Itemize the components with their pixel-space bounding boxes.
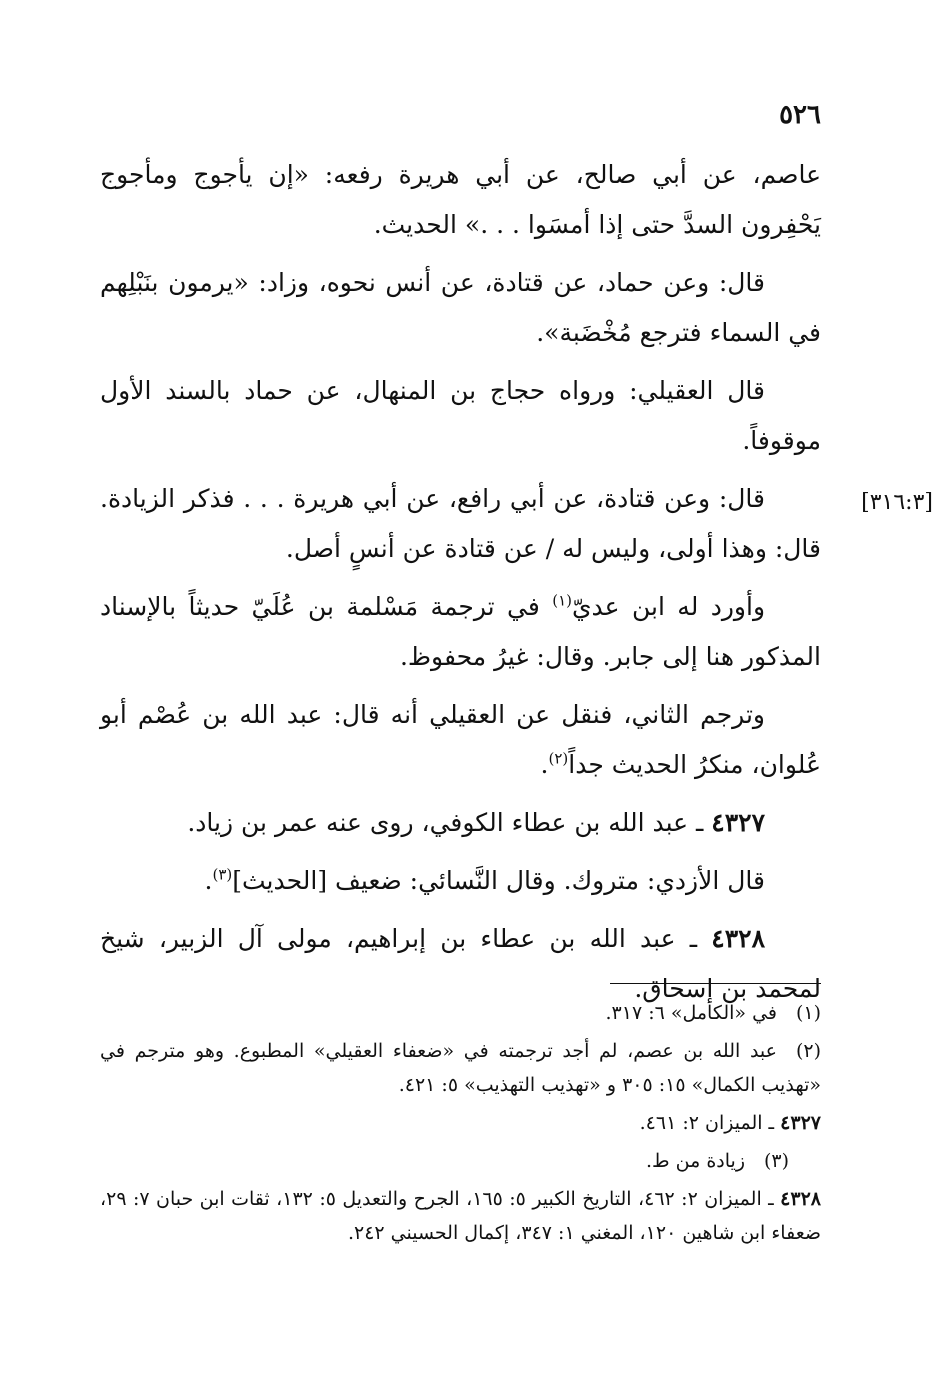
footnote-marker: (٢)	[548, 749, 569, 768]
footnote-marker: (٣)	[212, 865, 233, 884]
paragraph-text: في ترجمة مَسْلمة بن عُلَيّ حديثاً بالإسناد المذكور هنا إلى جابر. وقال: غيرُ محفوظ.	[100, 592, 821, 671]
paragraph	[100, 856, 821, 906]
footnote-number: ٤٣٢٧	[780, 1112, 821, 1134]
entry-number: ٤٣٢٧	[711, 808, 765, 837]
margin-reference: [٣١٦:٣]	[861, 490, 933, 515]
entry-number: ٤٣٢٨	[711, 924, 765, 953]
paragraph-text: .	[204, 866, 213, 895]
paragraph	[100, 690, 821, 790]
footnote-text: في «الكامل» ٦: ٣١٧.	[605, 1002, 777, 1024]
entry-text: ـ عبد الله بن عطاء بن إبراهيم، مولى آل الزبير، شيخ لمحمد بن إسحاق.	[100, 924, 821, 1003]
main-text	[100, 150, 821, 1022]
footnote-number: ٤٣٢٨	[780, 1188, 821, 1210]
paragraph-text: .	[540, 750, 549, 779]
footnote-marker: (١)	[552, 591, 572, 610]
footnote-text: زيادة من ط.	[646, 1150, 745, 1172]
paragraph	[100, 582, 821, 682]
paragraph: قال: وعن قتادة، عن أبي رافع، عن أبي هريرة . . . فذكر الزيادة. قال: وهذا أولى، وليس له / عن قتادة عن أنسٍ أصل.	[100, 484, 821, 563]
paragraph-text: وأورد له ابن عديّ	[571, 592, 766, 621]
footnote-divider	[610, 983, 821, 984]
footnote-number: (٢)	[795, 1040, 821, 1062]
paragraph-text: قال الأزدي: متروك. وقال النَّسائي: ضعيف [الحديث]	[232, 866, 765, 895]
footnote-text: ـ الميزان ٢: ٤٦١.	[639, 1112, 775, 1134]
footnote	[100, 1034, 821, 1102]
footnote	[100, 1106, 821, 1140]
entry-4327	[100, 798, 821, 848]
footnote	[100, 996, 821, 1030]
footnote-text: عبد الله بن عصم، لم أجد ترجمته في «ضعفاء العقيلي» المطبوع. وهو مترجم في «تهذيب الكمال» ١٥: ٣٠٥ و «تهذيب التهذيب» ٥: ٤٢١.	[100, 1040, 821, 1096]
page-number: ٥٢٦	[779, 100, 821, 130]
paragraph: عاصم، عن أبي صالح، عن أبي هريرة رفعه: «إن يأجوج ومأجوج يَحْفِرون السدَّ حتى إذا أمسَوا . . .» الحديث.	[100, 160, 821, 239]
footnote-number: (١)	[795, 1002, 821, 1024]
footnotes	[100, 996, 821, 1254]
entry-text: ـ عبد الله بن عطاء الكوفي، روى عنه عمر بن زياد.	[187, 808, 712, 837]
footnote-text: ـ الميزان ٢: ٤٦٢، التاريخ الكبير ٥: ١٦٥، الجرح والتعديل ٥: ١٣٢، ثقات ابن حبان ٧: ٢٩، ضعفاء ابن شاهين ١٢٠، المغني ١: ٣٤٧، إكمال الحسيني ٢٤٢.	[100, 1188, 821, 1244]
footnote	[100, 1144, 821, 1178]
paragraph-text: وترجم الثاني، فنقل عن العقيلي أنه قال: عبد الله بن عُصْم أبو عُلوان، منكرُ الحديث جداً	[100, 700, 821, 779]
footnote-number: (٣)	[763, 1150, 789, 1172]
paragraph: قال: وعن حماد، عن قتادة، عن أنس نحوه، وزاد: «يرمون بنَبْلِهم في السماء فترجع مُخْضَبة».	[100, 268, 821, 347]
paragraph: قال العقيلي: ورواه حجاج بن المنهال، عن حماد بالسند الأول موقوفاً.	[100, 376, 821, 455]
footnote	[100, 1182, 821, 1250]
